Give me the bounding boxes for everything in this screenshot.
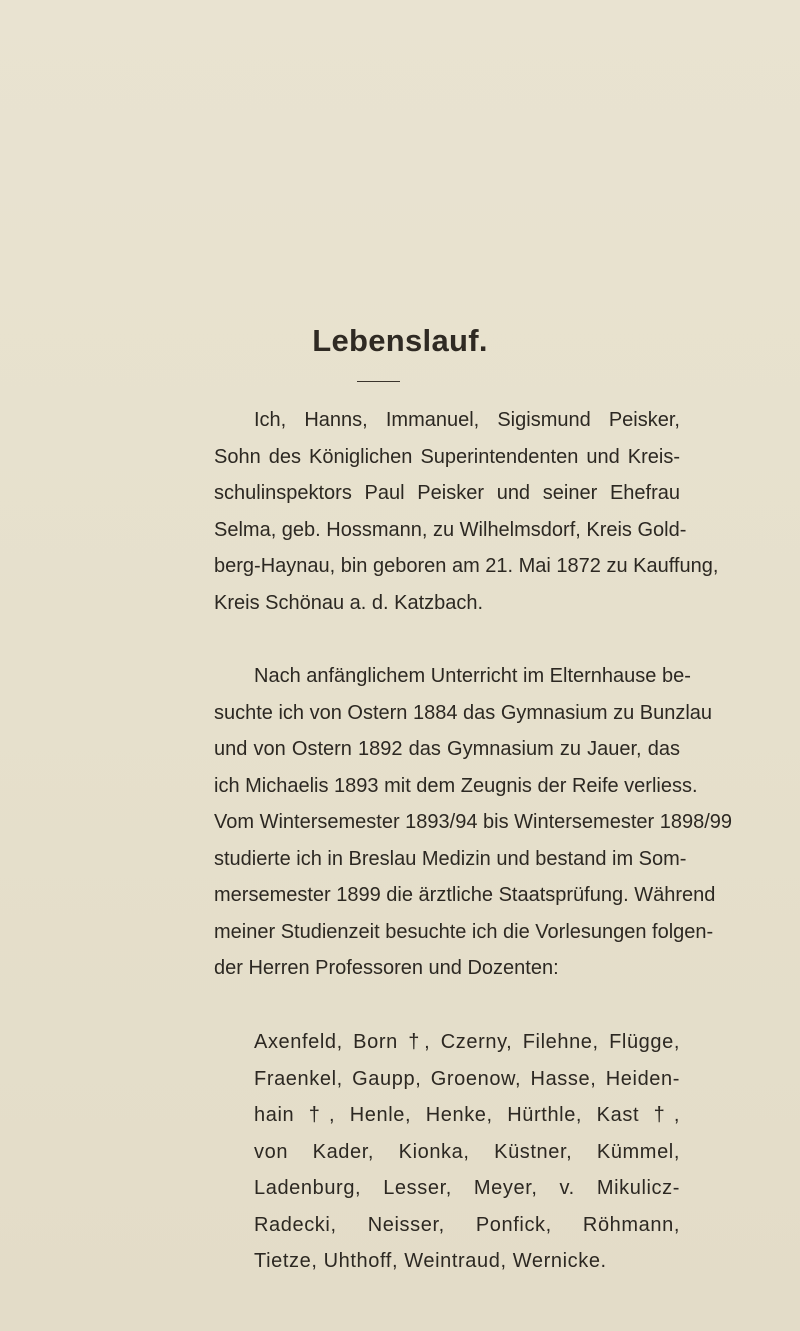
text-line: von Kader, Kionka, Küstner, Kümmel, — [254, 1140, 680, 1163]
text-line: Axenfeld, Born †, Czerny, Filehne, Flügge, — [254, 1031, 680, 1053]
text-line: berg-Haynau, bin geboren am 21. Mai 1872 zu Kauffung, — [214, 555, 719, 577]
text-line: Vom Wintersemester 1893/94 bis Wintersemester 1898/99 — [214, 811, 733, 833]
text-line: Ladenburg, Lesser, Meyer, v. Mikulicz- — [254, 1177, 680, 1199]
page-title: Lebenslauf. — [312, 323, 488, 358]
text-line: Tietze, Uhthoff, Weintraud, Wernicke. — [254, 1250, 607, 1272]
text-line: Kreis Schönau a. d. Katzbach. — [214, 591, 484, 614]
title-divider — [357, 381, 400, 382]
text-line: meiner Studienzeit besuchte ich die Vorlesungen folgen- — [214, 920, 714, 943]
text-line: suchte ich von Ostern 1884 das Gymnasium zu Bunzlau — [214, 701, 713, 724]
text-line: der Herren Professoren und Dozenten: — [214, 957, 559, 979]
text-line: mersemester 1899 die ärztliche Staatsprüfung. Während — [214, 884, 716, 906]
text-line: Fraenkel, Gaupp, Groenow, Hasse, Heiden- — [254, 1067, 680, 1090]
professors-list — [254, 1024, 680, 1280]
paragraph-family-origin — [214, 402, 719, 621]
text-line: studierte ich in Breslau Medizin und bestand im Som- — [214, 847, 687, 870]
text-line: hain †, Henle, Henke, Hürthle, Kast †, — [254, 1104, 680, 1126]
text-line: und von Ostern 1892 das Gymnasium zu Jauer, das — [214, 738, 680, 760]
text-line: Ich, Hanns, Immanuel, Sigismund Peisker, — [254, 409, 680, 431]
text-line: ich Michaelis 1893 mit dem Zeugnis der Reife verliess. — [214, 774, 698, 797]
text-line: Selma, geb. Hossmann, zu Wilhelmsdorf, Kreis Gold- — [214, 518, 687, 541]
text-line: Radecki, Neisser, Ponfick, Röhmann, — [254, 1213, 680, 1236]
text-line: Nach anfänglichem Unterricht im Elternhause be- — [254, 665, 691, 687]
text-line: Sohn des Königlichen Superintendenten und Kreis- — [214, 445, 680, 468]
text-line: schulinspektors Paul Peisker und seiner Ehefrau — [214, 482, 680, 504]
paragraph-education — [214, 658, 733, 987]
